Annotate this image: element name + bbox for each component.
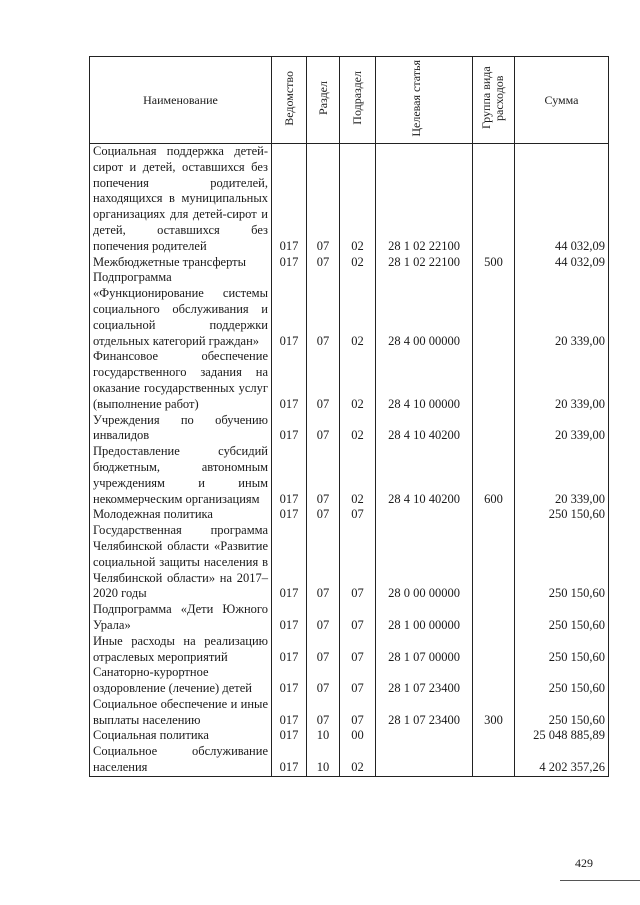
row-summa: 250 150,60 [515, 697, 609, 729]
row-celevaya-statya: 28 4 10 40200 [376, 444, 473, 507]
row-razdel: 07 [307, 270, 340, 349]
row-vedomstvo: 017 [272, 697, 307, 729]
row-vedomstvo: 017 [272, 413, 307, 445]
row-name: Молодежная политика [90, 507, 272, 523]
row-name: Социальное обслуживание населения [90, 744, 272, 776]
row-celevaya-statya: 28 4 10 00000 [376, 349, 473, 412]
row-podrazdel: 02 [340, 144, 376, 255]
row-gruppa-vida-rashodov: 600 [473, 444, 515, 507]
row-gruppa-vida-rashodov [473, 523, 515, 602]
row-razdel: 07 [307, 349, 340, 412]
row-podrazdel: 07 [340, 523, 376, 602]
table-row [90, 270, 609, 349]
row-name: Учреждения по обучению инвалидов [90, 413, 272, 445]
row-celevaya-statya [376, 728, 473, 744]
table-row [90, 144, 609, 255]
row-podrazdel: 02 [340, 744, 376, 776]
row-name: Иные расходы на реализацию отраслевых мероприятий [90, 634, 272, 666]
row-vedomstvo: 017 [272, 665, 307, 697]
row-vedomstvo: 017 [272, 270, 307, 349]
table-row [90, 665, 609, 697]
row-vedomstvo: 017 [272, 255, 307, 271]
row-gruppa-vida-rashodov: 300 [473, 697, 515, 729]
row-celevaya-statya: 28 1 02 22100 [376, 255, 473, 271]
row-name: Государственная программа Челябинской области «Развитие социальной защиты населения в Челябинской области» на 2017–2020 годы [90, 523, 272, 602]
row-summa: 20 339,00 [515, 349, 609, 412]
header-gruppa-vida-rashodov: Группа вида расходов [473, 57, 515, 144]
table-row [90, 744, 609, 776]
table-row [90, 255, 609, 271]
row-summa: 44 032,09 [515, 144, 609, 255]
row-gruppa-vida-rashodov [473, 144, 515, 255]
row-celevaya-statya: 28 0 00 00000 [376, 523, 473, 602]
row-razdel: 10 [307, 728, 340, 744]
header-name: Наименование [90, 57, 272, 144]
row-razdel: 07 [307, 144, 340, 255]
row-podrazdel: 07 [340, 697, 376, 729]
row-podrazdel: 07 [340, 507, 376, 523]
row-vedomstvo: 017 [272, 634, 307, 666]
row-gruppa-vida-rashodov [473, 270, 515, 349]
row-gruppa-vida-rashodov [473, 744, 515, 776]
header-celevaya-statya: Целевая статья [376, 57, 473, 144]
table-body [90, 144, 609, 777]
row-vedomstvo: 017 [272, 602, 307, 634]
row-celevaya-statya: 28 1 07 23400 [376, 697, 473, 729]
row-celevaya-statya: 28 4 00 00000 [376, 270, 473, 349]
row-summa: 20 339,00 [515, 270, 609, 349]
row-razdel: 07 [307, 523, 340, 602]
row-vedomstvo: 017 [272, 507, 307, 523]
row-summa: 25 048 885,89 [515, 728, 609, 744]
row-podrazdel: 07 [340, 634, 376, 666]
row-gruppa-vida-rashodov [473, 634, 515, 666]
row-razdel: 07 [307, 602, 340, 634]
row-celevaya-statya [376, 507, 473, 523]
row-razdel: 07 [307, 697, 340, 729]
row-summa: 44 032,09 [515, 255, 609, 271]
row-summa: 20 339,00 [515, 413, 609, 445]
row-podrazdel: 07 [340, 602, 376, 634]
row-summa: 250 150,60 [515, 634, 609, 666]
row-razdel: 07 [307, 507, 340, 523]
row-summa: 250 150,60 [515, 507, 609, 523]
row-podrazdel: 02 [340, 413, 376, 445]
row-podrazdel: 02 [340, 255, 376, 271]
row-podrazdel: 02 [340, 444, 376, 507]
row-gruppa-vida-rashodov [473, 349, 515, 412]
row-celevaya-statya [376, 744, 473, 776]
row-summa: 250 150,60 [515, 523, 609, 602]
row-summa: 250 150,60 [515, 665, 609, 697]
table-row [90, 413, 609, 445]
row-gruppa-vida-rashodov [473, 602, 515, 634]
row-gruppa-vida-rashodov [473, 728, 515, 744]
row-celevaya-statya: 28 1 07 00000 [376, 634, 473, 666]
row-gruppa-vida-rashodov [473, 413, 515, 445]
row-name: Социальное обеспечение и иные выплаты населению [90, 697, 272, 729]
row-podrazdel: 07 [340, 665, 376, 697]
table-row [90, 697, 609, 729]
row-name: Подпрограмма «Дети Южного Урала» [90, 602, 272, 634]
row-podrazdel: 02 [340, 270, 376, 349]
header-summa: Сумма [515, 57, 609, 144]
row-vedomstvo: 017 [272, 728, 307, 744]
row-celevaya-statya: 28 1 02 22100 [376, 144, 473, 255]
row-vedomstvo: 017 [272, 744, 307, 776]
row-razdel: 10 [307, 744, 340, 776]
table-row [90, 507, 609, 523]
row-vedomstvo: 017 [272, 144, 307, 255]
row-vedomstvo: 017 [272, 444, 307, 507]
footer-divider [560, 880, 640, 881]
row-podrazdel: 02 [340, 349, 376, 412]
page-number: 429 [575, 856, 593, 870]
header-vedomstvo: Ведомство [272, 57, 307, 144]
row-name: Финансовое обеспечение государственного задания на оказание государственных услуг (выполнение работ) [90, 349, 272, 412]
row-summa: 250 150,60 [515, 602, 609, 634]
row-razdel: 07 [307, 665, 340, 697]
table-row [90, 728, 609, 744]
table-row [90, 444, 609, 507]
row-gruppa-vida-rashodov: 500 [473, 255, 515, 271]
table-row [90, 634, 609, 666]
row-razdel: 07 [307, 255, 340, 271]
header-podrazdel: Подраздел [340, 57, 376, 144]
row-razdel: 07 [307, 444, 340, 507]
row-name: Межбюджетные трансферты [90, 255, 272, 271]
header-razdel: Раздел [307, 57, 340, 144]
row-vedomstvo: 017 [272, 349, 307, 412]
budget-table [89, 56, 609, 777]
row-razdel: 07 [307, 634, 340, 666]
row-gruppa-vida-rashodov [473, 507, 515, 523]
row-gruppa-vida-rashodov [473, 665, 515, 697]
table-row [90, 349, 609, 412]
row-summa: 20 339,00 [515, 444, 609, 507]
row-summa: 4 202 357,26 [515, 744, 609, 776]
row-name: Подпрограмма «Функционирование системы социального обслуживания и социальной поддержки отдельных категорий граждан» [90, 270, 272, 349]
row-name: Социальная политика [90, 728, 272, 744]
row-celevaya-statya: 28 4 10 40200 [376, 413, 473, 445]
row-razdel: 07 [307, 413, 340, 445]
row-celevaya-statya: 28 1 00 00000 [376, 602, 473, 634]
row-name: Санаторно-курортное оздоровление (лечение) детей [90, 665, 272, 697]
table-header-row [90, 57, 609, 144]
row-name: Предоставление субсидий бюджетным, автономным учреждениям и иным некоммерческим организациям [90, 444, 272, 507]
row-vedomstvo: 017 [272, 523, 307, 602]
table-row [90, 602, 609, 634]
row-celevaya-statya: 28 1 07 23400 [376, 665, 473, 697]
table-row [90, 523, 609, 602]
row-name: Социальная поддержка детей-сирот и детей, оставшихся без попечения родителей, находящихся в муниципальных организациях для детей-сирот и детей, оставшихся без попечения родителей [90, 144, 272, 255]
row-podrazdel: 00 [340, 728, 376, 744]
